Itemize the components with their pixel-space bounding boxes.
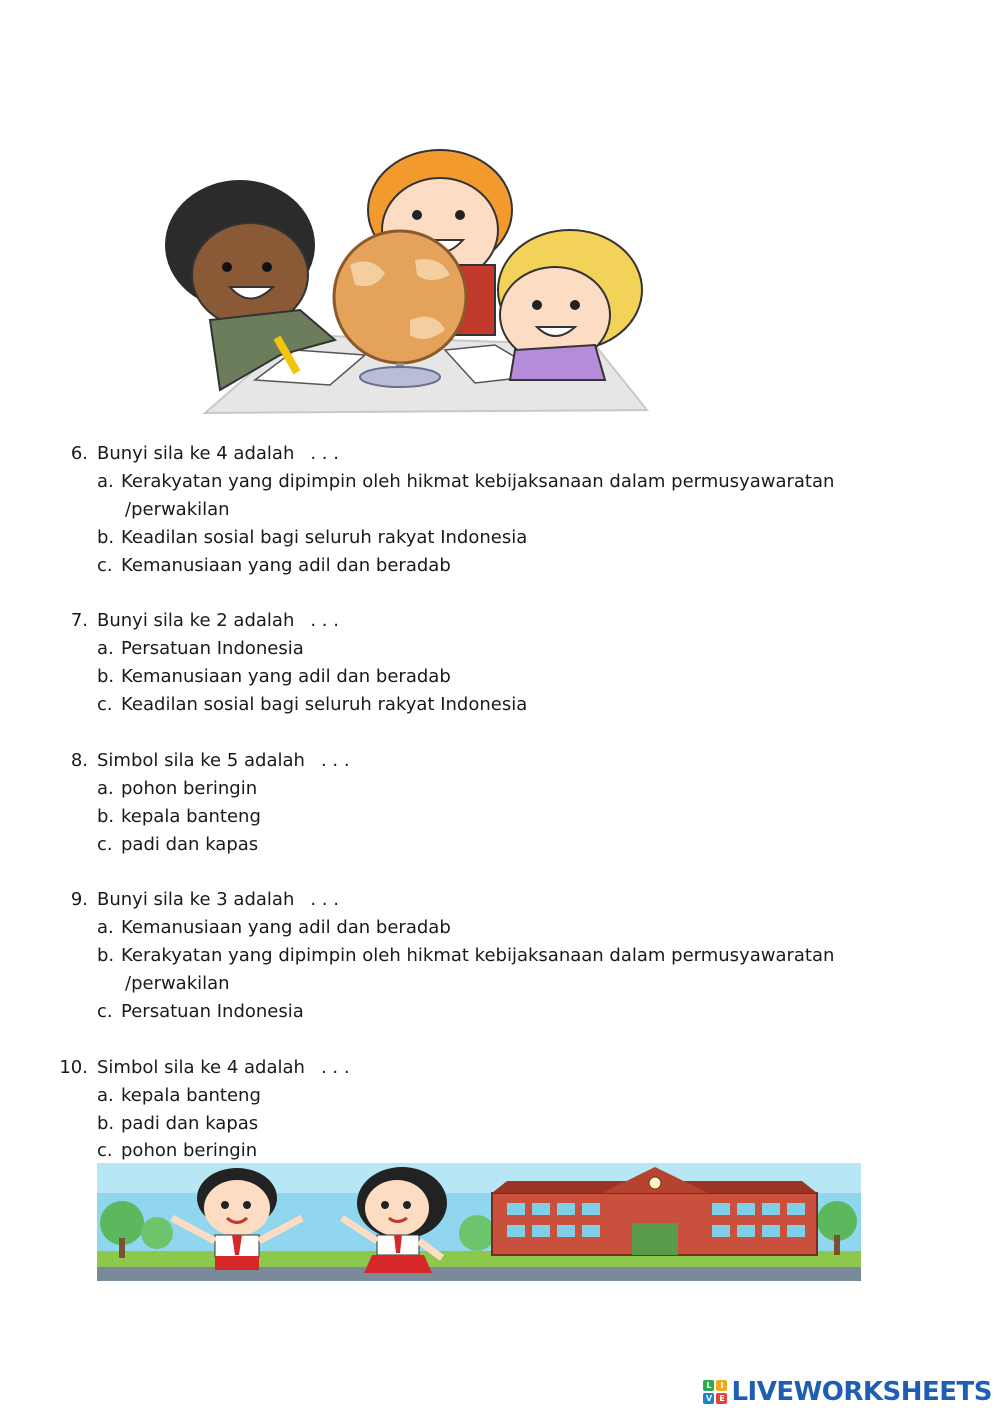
question-number: 8. [70,749,88,771]
option-text [121,1110,841,1138]
question-text [97,886,339,914]
option-letter: c. [97,694,113,716]
option-letter: b. [97,945,115,967]
question-text [97,607,339,635]
logo-text: LIVEWORKSHEETS [731,1377,992,1407]
option-text [121,468,841,524]
question-prompt: Bunyi sila ke 4 adalah [97,443,295,464]
option-line: Persatuan Indonesia [121,1000,304,1022]
option-line: Keadilan sosial bagi seluruh rakyat Indonesia [121,694,528,716]
option-letter: c. [97,554,113,576]
question-dots: . . . [310,889,339,911]
option-letter: a. [97,777,114,799]
option-text [121,1137,841,1165]
logo-tiles-icon [703,1380,727,1404]
question-prompt: Bunyi sila ke 2 adalah [97,610,295,632]
option-text [121,1082,841,1110]
option-letter: a. [97,917,114,939]
logo-tile: V [703,1393,714,1404]
students-school-banner [97,1163,861,1281]
option-text [121,998,841,1026]
option-line: Kerakyatan yang dipimpin oleh hikmat kebijaksanaan dalam permusyawaratan [121,470,835,492]
option-letter: a. [97,1084,114,1106]
option-line: pohon beringin [121,777,258,799]
option-letter: b. [97,526,115,548]
kids-globe-illustration [155,145,650,415]
question-text [97,1054,350,1082]
question-prompt: Simbol sila ke 4 adalah [97,1056,305,1078]
option-text [121,775,841,803]
option-line: Kerakyatan yang dipimpin oleh hikmat kebijaksanaan dalam permusyawaratan [121,945,835,967]
question-prompt: Simbol sila ke 5 adalah [97,749,305,771]
option-line: Kemanusiaan yang adil dan beradab [121,554,451,576]
option-letter: a. [97,638,114,660]
question-number: 9. [70,889,88,911]
question-dots: . . . [320,1056,350,1078]
option-line: Persatuan Indonesia [121,638,304,660]
option-line: /perwakilan [125,498,230,520]
option-line: Kemanusiaan yang adil dan beradab [121,666,451,688]
option-line: /perwakilan [125,973,230,995]
option-letter: c. [97,1140,113,1162]
option-text [121,524,841,552]
question-text [97,747,350,775]
option-text [121,552,841,580]
question-number: 10. [59,1056,88,1078]
option-letter: b. [97,805,115,827]
question-text [97,440,339,468]
option-line: Kemanusiaan yang adil dan beradab [121,917,451,939]
option-text [121,914,841,942]
option-line: padi dan kapas [121,833,259,855]
logo-tile: L [703,1380,714,1391]
option-line: Keadilan sosial bagi seluruh rakyat Indonesia [121,526,528,548]
option-text [121,691,841,719]
option-letter: b. [97,666,115,688]
option-letter: a. [97,470,114,492]
question-dots: . . . [310,610,339,632]
option-text [121,635,841,663]
option-text [121,663,841,691]
option-line: kepala banteng [121,1084,261,1106]
option-text [121,831,841,859]
question-dots: . . . [310,443,339,464]
option-line: padi dan kapas [121,1112,259,1134]
logo-tile: E [716,1393,727,1404]
option-text [121,942,841,998]
option-text [121,803,841,831]
option-letter: b. [97,1112,115,1134]
question-dots: . . . [320,749,350,771]
liveworksheets-logo [703,1376,992,1408]
option-line: pohon beringin [121,1140,258,1162]
question-number: 7. [70,610,88,632]
option-letter: c. [97,1000,113,1022]
logo-tile: I [716,1380,727,1391]
question-number: 6. [70,443,88,464]
question-prompt: Bunyi sila ke 3 adalah [97,889,295,911]
option-line: kepala banteng [121,805,261,827]
option-letter: c. [97,833,113,855]
